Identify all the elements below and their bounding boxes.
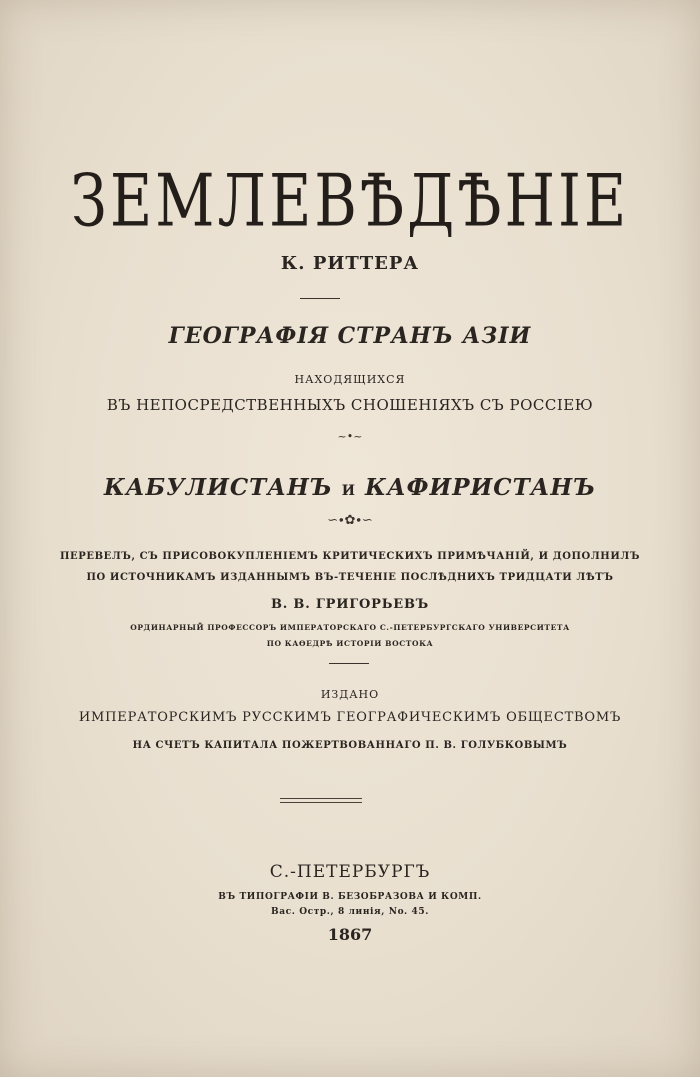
published-label: ИЗДАНО [320, 688, 380, 701]
city: С.-ПЕТЕРБУРГЪ [269, 862, 431, 882]
ornament-small: ~•~ [337, 430, 363, 443]
author-name: К. РИТТЕРА [280, 253, 420, 274]
region-title [0, 474, 700, 501]
printer-line-1: ВЪ ТИПОГРАФІИ В. БЕЗОБРАЗОВА И КОМП. [218, 892, 482, 902]
publication-year: 1867 [327, 925, 373, 944]
translator-title-line-1: ОРДИНАРНЫЙ ПРОФЕССОРЪ ИМПЕРАТОРСКАГО С.-ПЕТЕРБУРГСКАГО УНИВЕРСИТЕТА [130, 623, 570, 632]
ornament-flourish: ∽∙✿∙∽ [327, 513, 373, 528]
divider-rule [300, 298, 340, 299]
translator-name: В. В. ГРИГОРЬЕВЪ [270, 597, 430, 612]
translator-note-line-2: ПО ИСТОЧНИКАМЪ ИЗДАННЫМЪ ВЪ-ТЕЧЕНІЕ ПОСЛѢДНИХЪ ТРИДЦАТИ ЛѢТЪ [86, 572, 614, 583]
region-part-2: КАФИРИСТАНЪ [365, 474, 597, 501]
region-conjunction: И [341, 483, 357, 499]
funding-note: НА СЧЕТЪ КАПИТАЛА ПОЖЕРТВОВАННАГО П. В. ГОЛУБКОВЫМЪ [132, 740, 568, 751]
double-rule [280, 798, 362, 803]
subtitle: ГЕОГРАФІЯ СТРАНЪ АЗІИ [168, 323, 532, 349]
translator-title-line-2: ПО КАѲЕДРѢ ИСТОРІИ ВОСТОКА [266, 639, 434, 648]
book-title: ЗЕМЛЕВѢДѢНІЕ [70, 158, 630, 243]
subtitle-line-2: ВЪ НЕПОСРЕДСТВЕННЫХЪ СНОШЕНІЯХЪ СЪ РОССІЕЮ [106, 396, 594, 414]
subtitle-line-1: НАХОДЯЩИХСЯ [294, 373, 406, 386]
publisher: ИМПЕРАТОРСКИМЪ РУССКИМЪ ГЕОГРАФИЧЕСКИМЪ ОБЩЕСТВОМЪ [78, 710, 622, 725]
translator-note-line-1: ПЕРЕВЕЛЪ, СЪ ПРИСОВОКУПЛЕНІЕМЪ КРИТИЧЕСКИХЪ ПРИМѢЧАНІЙ, И ДОПОЛНИЛЪ [59, 551, 641, 562]
region-part-1: КАБУЛИСТАНЪ [103, 474, 333, 501]
printer-line-2: Вас. Остр., 8 линія, No. 45. [271, 907, 429, 917]
divider-rule-2 [329, 663, 369, 664]
